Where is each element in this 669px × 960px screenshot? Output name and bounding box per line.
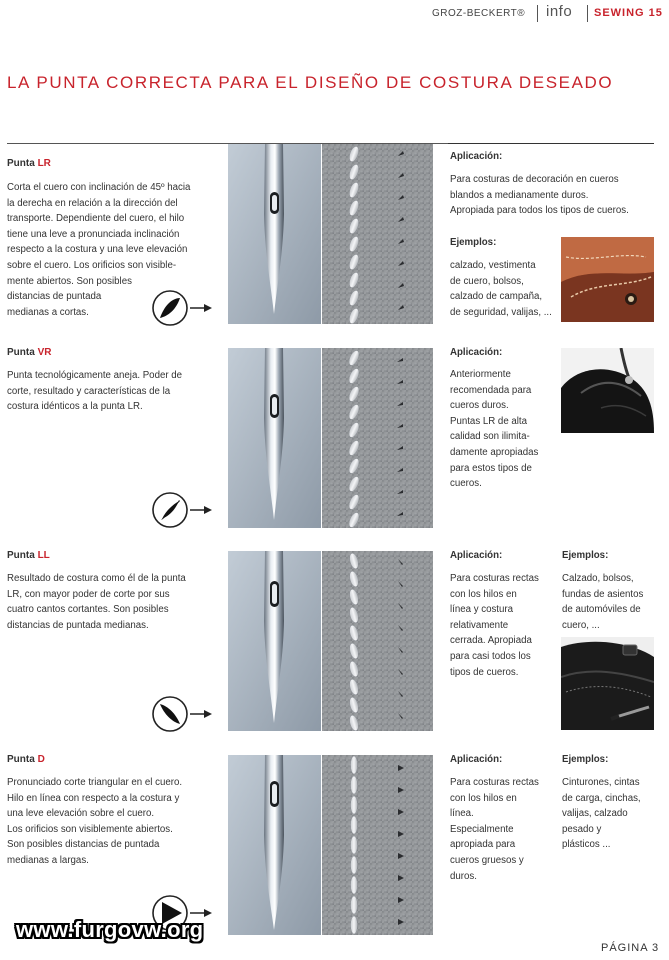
point-code: LL <box>37 550 50 561</box>
examples-text: Cinturones, cintas de carga, cinchas, valijas, calzado pesado y plásticos ... <box>562 777 641 851</box>
header-info: info <box>546 3 573 20</box>
point-shape-icon-ll <box>150 694 214 739</box>
application-text: Para costuras rectas con los hilos en línea. Especialmente apropiada para cueros gruesos y duros. <box>450 777 539 882</box>
examples-label: Ejemplos: <box>562 754 609 765</box>
page-headline: LA PUNTA CORRECTA PARA EL DISEÑO DE COSTURA DESEADO <box>7 73 614 92</box>
page-number: PÁGINA 3 <box>601 942 660 954</box>
application-rule <box>448 143 654 144</box>
examples-label: Ejemplos: <box>562 550 609 561</box>
needle-image-ll <box>228 551 321 731</box>
shoe-photo <box>561 237 654 322</box>
stitch-sample-d <box>322 755 433 935</box>
stitch-sample-ll <box>322 551 433 731</box>
point-title-ll: Punta LL <box>7 550 50 561</box>
point-title-d: Punta D <box>7 754 45 765</box>
point-description: Pronunciado corte triangular en el cuero. Hilo en línea con respecto a la costura y una leve elevación sobre el cuero. Los orificios son visiblemente abiertos. Son posibles distancias de puntada medianas a largas. <box>7 777 183 866</box>
point-title-vr: Punta VR <box>7 347 52 358</box>
point-description: Corta el cuero con inclinación de 45º hacia la derecha en relación a la dirección del transporte. Dependiente del cuero, el hilo tiene una leve a pronunciada inclinación respecto a la costura y una leve elevación sobre el cuero. Los orificios son visible- mente abiertos. Son posibles distancias de puntada medianas a cortas. <box>7 182 191 318</box>
examples-label: Ejemplos: <box>450 237 497 248</box>
needle-image-d <box>228 755 321 935</box>
point-code: D <box>37 754 45 765</box>
point-shape-icon-vr <box>150 490 214 535</box>
stitch-sample-vr <box>322 348 433 528</box>
examples-text: calzado, vestimenta de cuero, bolsos, calzado de campaña, de seguridad, valijas, ... <box>450 260 552 318</box>
point-description: Punta tecnológicamente aneja. Poder de corte, resultado y características de la costura idénticos a la punta LR. <box>7 370 183 413</box>
header-divider <box>537 5 538 22</box>
needle-image-lr <box>228 144 321 324</box>
car-seat-photo <box>561 637 654 730</box>
header-divider <box>587 5 588 22</box>
point-code: VR <box>37 347 52 358</box>
watermark: www.furgovw.org <box>16 917 204 942</box>
brand-logo: GROZ-BECKERT® <box>432 8 526 19</box>
header-section: SEWING 15 <box>594 7 663 19</box>
application-text: Para costuras de decoración en cueros blandos a medianamente duros. Apropiada para todos los tipos de cueros. <box>450 174 629 217</box>
stitch-sample-lr <box>322 144 433 324</box>
application-label: Aplicación: <box>450 754 503 765</box>
application-text: Para costuras rectas con los hilos en línea y costura relativamente cerrada. Apropiada para casi todos los tipos de cueros. <box>450 573 539 678</box>
point-title-lr: Punta LR <box>7 158 51 169</box>
application-label: Aplicación: <box>450 550 503 561</box>
application-text: Anteriormente recomendada para cueros duros. Puntas LR de alta calidad son ilimita- damente apropiadas para estos tipos de cueros. <box>450 369 539 490</box>
needle-image-vr <box>228 348 321 528</box>
point-description: Resultado de costura como él de la punta LR, con mayor poder de corte por sus cuatro cantos cortantes. Son posibles distancias de puntada medianas. <box>7 573 186 631</box>
examples-text: Calzado, bolsos, fundas de asientos de automóviles de cuero, ... <box>562 573 644 631</box>
application-label: Aplicación: <box>450 347 503 358</box>
point-shape-icon-lr <box>150 288 214 333</box>
bag-photo <box>561 348 654 433</box>
application-label: Aplicación: <box>450 151 503 162</box>
point-code: LR <box>37 158 51 169</box>
